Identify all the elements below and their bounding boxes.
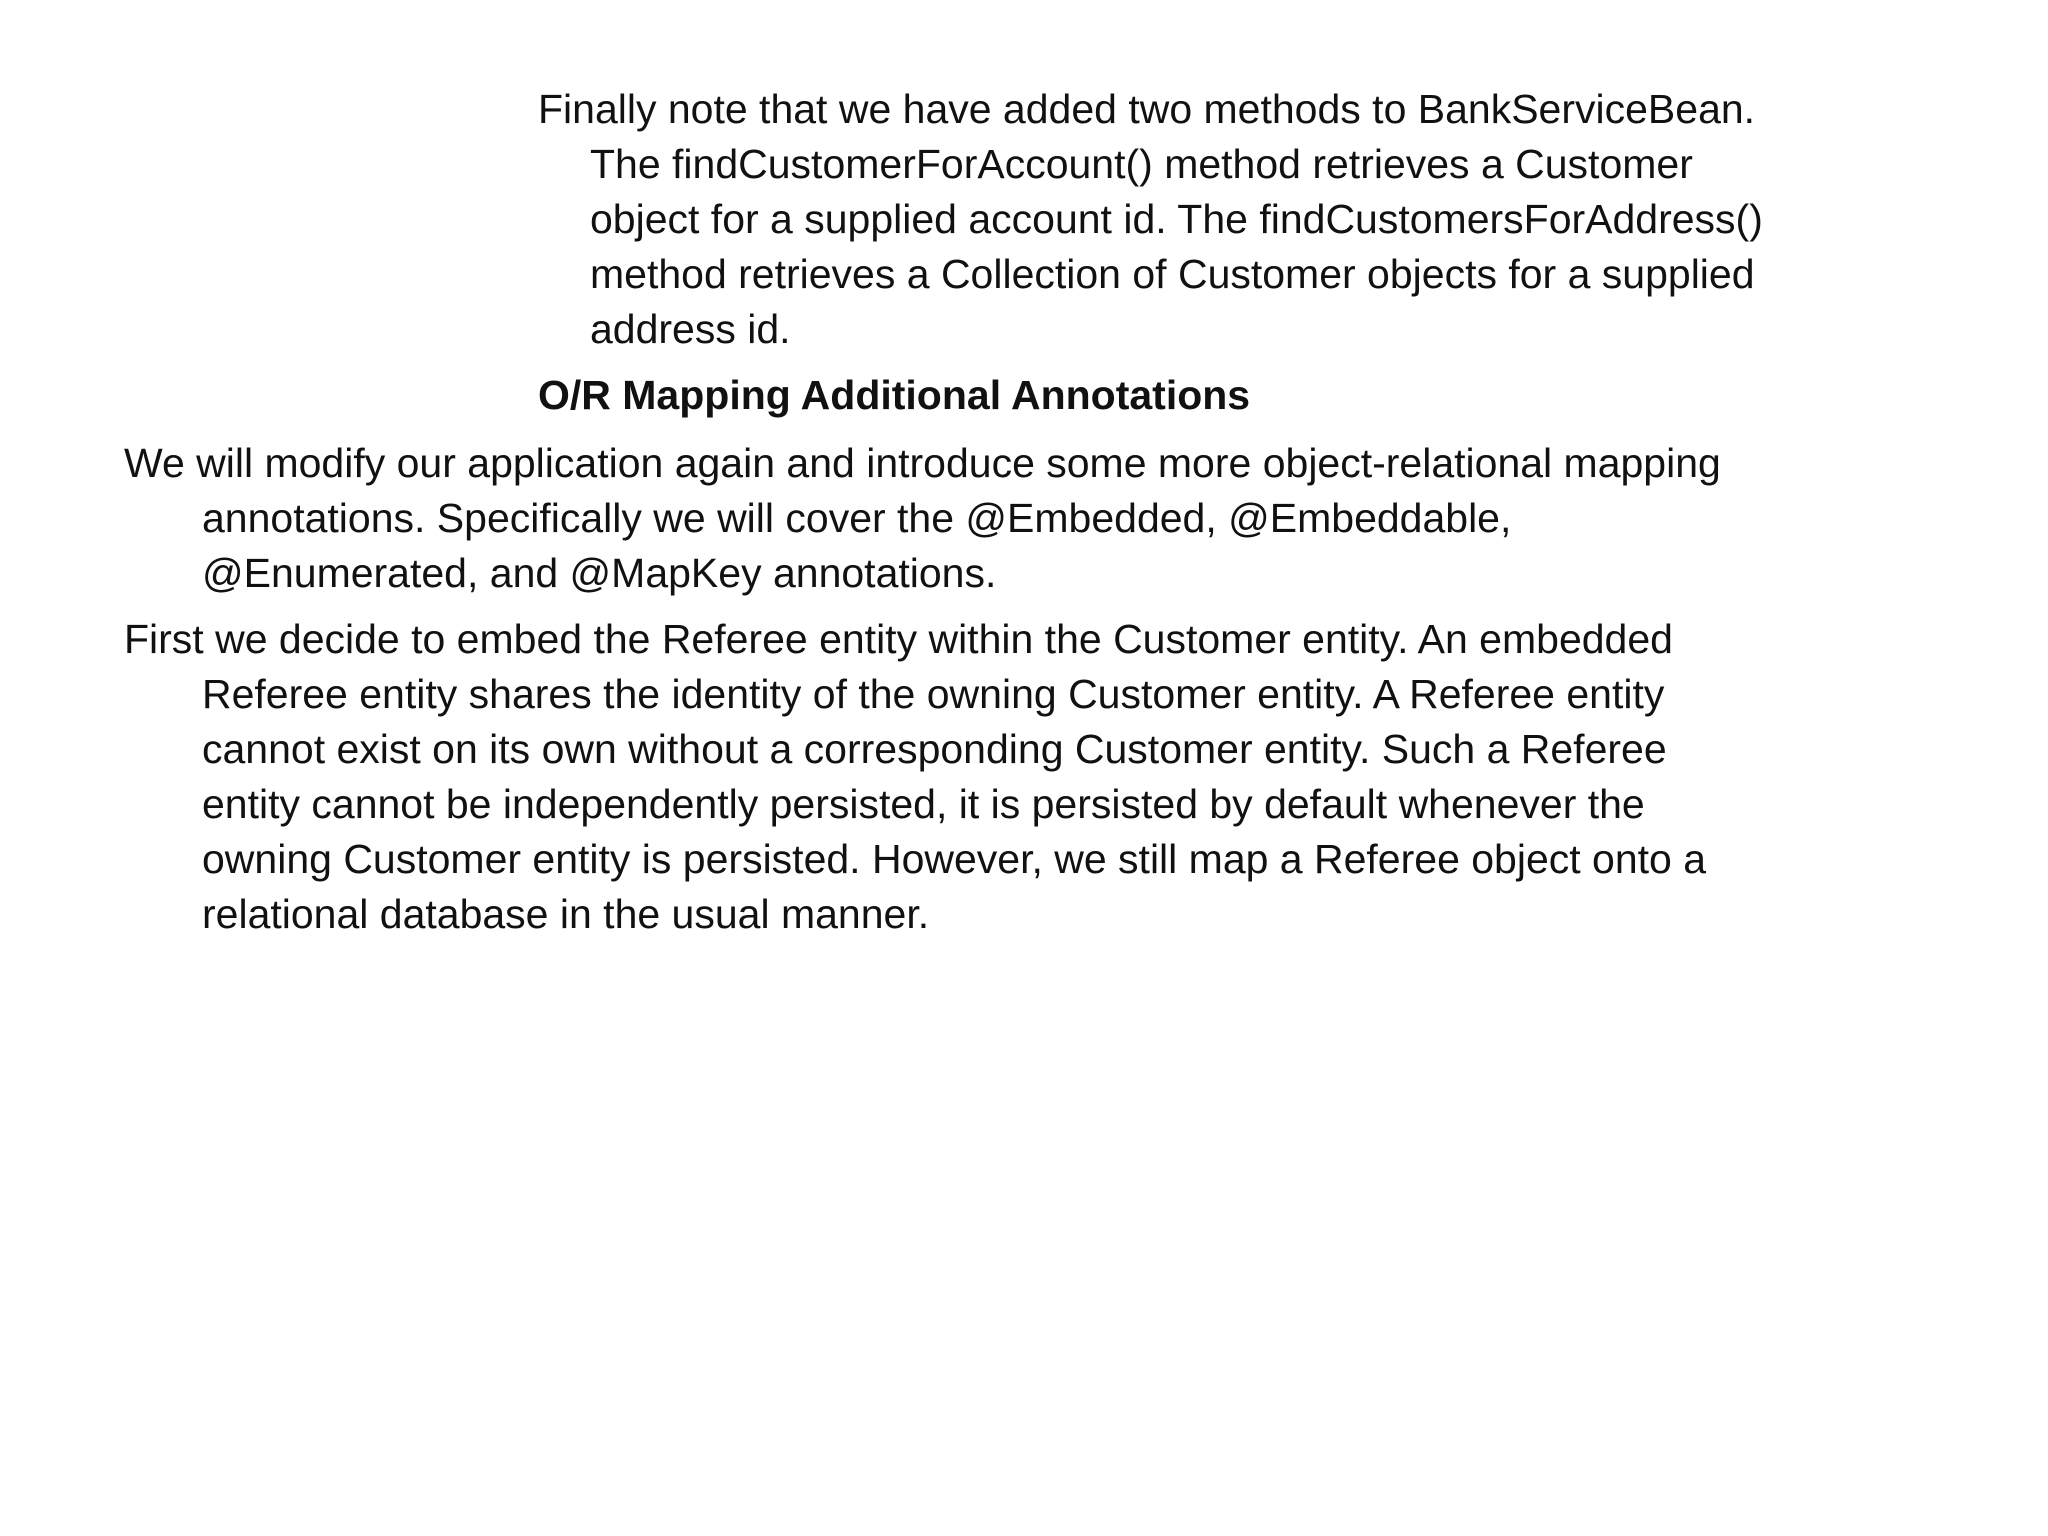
body-paragraph-1: [124, 436, 1721, 601]
section-heading: O/R Mapping Additional Annotations: [538, 372, 1251, 418]
intro-paragraph: [538, 82, 1763, 357]
paragraph-line: We will modify our application again and introduce some more object-relational mapping: [124, 440, 1721, 486]
paragraph-line: Finally note that we have added two methods to BankServiceBean.: [538, 86, 1756, 132]
paragraph-line: annotations. Specifically we will cover the @Embedded, @Embeddable,: [202, 495, 1512, 541]
paragraph-line: The findCustomerForAccount() method retrieves a Customer: [590, 141, 1693, 187]
paragraph-line: entity cannot be independently persisted, it is persisted by default whenever the: [202, 781, 1645, 827]
paragraph-line: object for a supplied account id. The findCustomersForAddress(): [590, 196, 1763, 242]
body-paragraph-2: [124, 612, 1706, 942]
paragraph-line: cannot exist on its own without a corresponding Customer entity. Such a Referee: [202, 726, 1667, 772]
paragraph-line: @Enumerated, and @MapKey annotations.: [202, 550, 997, 596]
paragraph-line: method retrieves a Collection of Customer objects for a supplied: [590, 251, 1755, 297]
paragraph-line: First we decide to embed the Referee entity within the Customer entity. An embedded: [124, 616, 1673, 662]
paragraph-line: relational database in the usual manner.: [202, 891, 930, 937]
paragraph-line: address id.: [590, 306, 791, 352]
paragraph-line: Referee entity shares the identity of the owning Customer entity. A Referee entity: [202, 671, 1665, 717]
paragraph-line: owning Customer entity is persisted. However, we still map a Referee object onto a: [202, 836, 1707, 882]
